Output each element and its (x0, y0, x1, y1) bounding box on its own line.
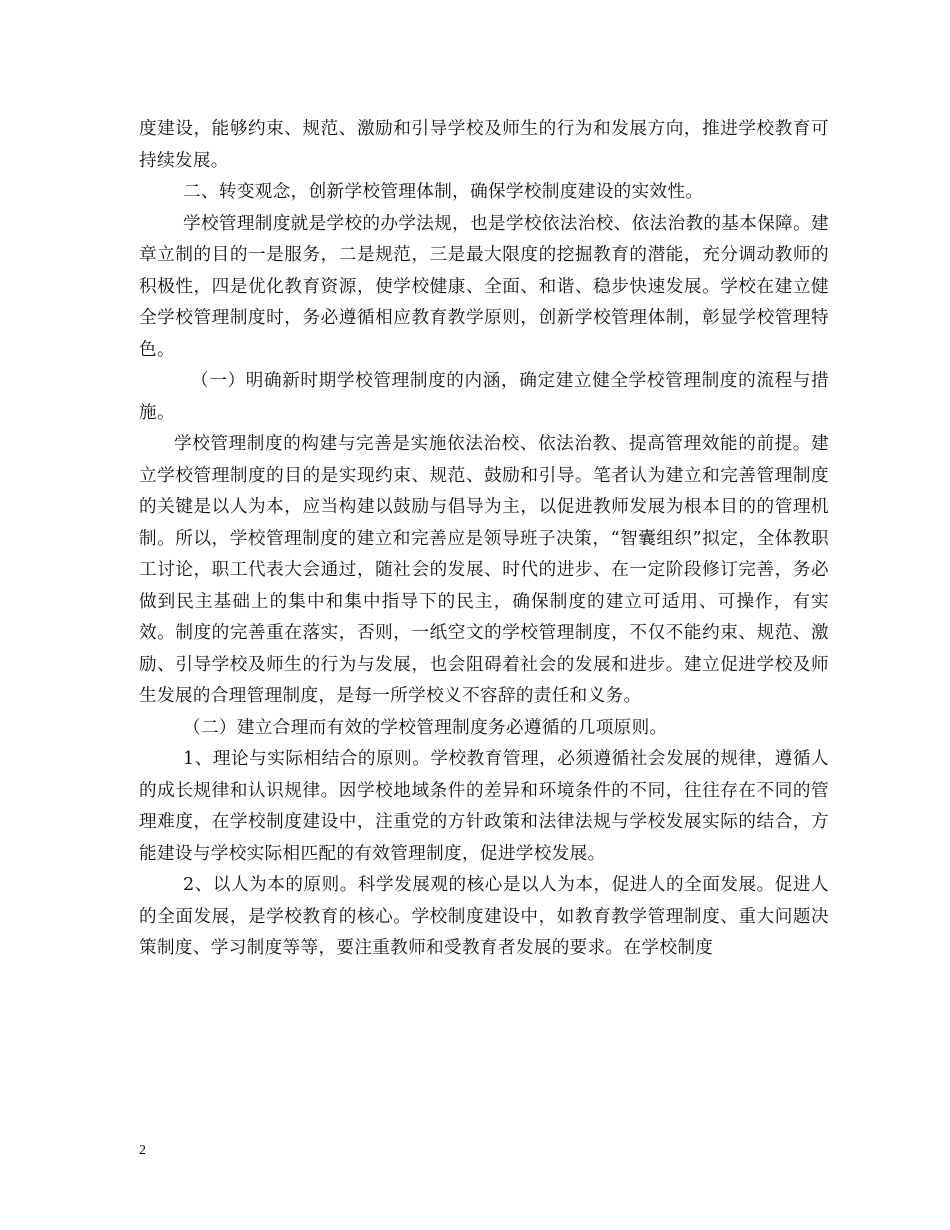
section-heading-2: 二、转变观念，创新学校管理体制，确保学校制度建设的实效性。 (183, 182, 704, 202)
subsection-heading-1: （一）明确新时期学校管理制度的内涵，确定建立健全学校管理制度的流程与措施。 (139, 371, 829, 423)
page-number: 2 (139, 1143, 146, 1158)
document-body (139, 114, 829, 965)
paragraph-system-construction: 学校管理制度的构建与完善是实施依法治校、依法治教、提高管理效能的前提。建立学校管理制度的目的是实现约束、规范、鼓励和引导。笔者认为建立和完善管理制度的关键是以人为本，应当构建以鼓励与倡导为主，以促进教师发展为根本目的的管理机制。所以，学校管理制度的建立和完善应是领导班子决策，“智囊组织”拟定，全体教职工讨论，职工代表大会通过，随社会的发展、时代的进步、在一定阶段修订完善，务必做到民主基础上的集中和集中指导下的民主，确保制度的建立可适用、可操作，有实效。制度的完善重在落实，否则，一纸空文的学校管理制度，不仅不能约束、规范、激励、引导学校及师生的行为与发展，也会阻碍着社会的发展和进步。建立促进学校及师生发展的合理管理制度，是每一所学校义不容辞的责任和义务。 (139, 434, 829, 706)
paragraph-management-system: 学校管理制度就是学校的办学法规，也是学校依法治校、依法治教的基本保障。建章立制的目的一是服务，二是规范，三是最大限度的挖掘教育的潜能，充分调动教师的积极性，四是优化教育资源，使学校健康、全面、和谐、稳步快速发展。学校在建立健全学校管理制度时，务必遵循相应教育教学原则，创新学校管理体制，彰显学校管理特色。 (139, 213, 829, 360)
paragraph-principle-1: 1、理论与实际相结合的原则。学校教育管理，必须遵循社会发展的规律，遵循人的成长规律和认识规律。因学校地域条件的差异和环境条件的不同，往往存在不同的管理难度，在学校制度建设中，注重党的方针政策和法律法规与学校发展实际的结合，方能建设与学校实际相匹配的有效管理制度，促进学校发展。 (139, 749, 829, 864)
paragraph-principle-2: 2、以人为本的原则。科学发展观的核心是以人为本，促进人的全面发展。促进人的全面发展，是学校教育的核心。学校制度建设中，如教育教学管理制度、重大问题决策制度、学习制度等等，要注重教师和受教育者发展的要求。在学校制度 (139, 875, 829, 958)
subsection-heading-2: （二）建立合理而有效的学校管理制度务必遵循的几项原则。 (183, 717, 668, 738)
paragraph-continuation: 度建设，能够约束、规范、激励和引导学校及师生的行为和发展方向，推进学校教育可持续发展。 (139, 119, 829, 171)
